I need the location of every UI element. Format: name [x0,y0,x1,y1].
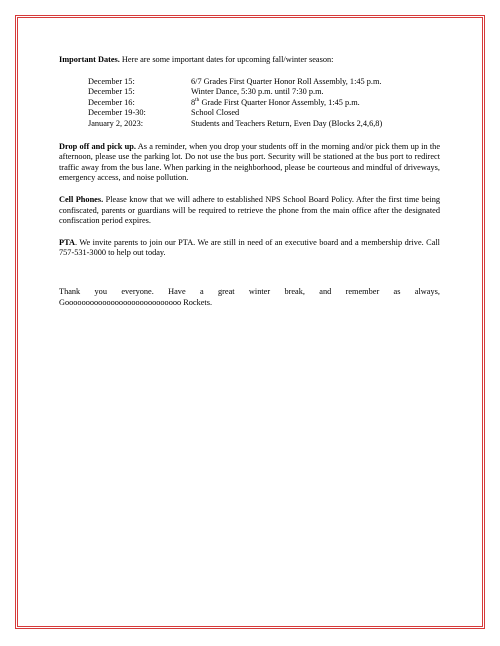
list-item [59,108,440,119]
list-item [59,98,440,109]
list-item [59,77,440,88]
closing-word: everyone. [121,286,154,296]
closing-paragraph [59,287,440,308]
document-body [59,55,440,308]
closing-word: you [94,286,107,296]
pta-heading: PTA [59,237,75,247]
important-dates-intro-text: Here are some important dates for upcoming fall/winter season: [119,55,334,64]
dropoff-heading: Drop off and pick up. [59,141,136,151]
phones-paragraph [59,195,440,227]
closing-word: Thank [59,286,81,296]
closing-word: and [319,286,332,296]
closing-word: as [393,286,401,296]
date-label: December 19-30: [88,108,146,118]
event-label: 6/7 Grades First Quarter Honor Roll Assembly, 1:45 p.m. [191,76,382,86]
closing-word: great [217,286,235,296]
closing-word: Have [168,286,186,296]
closing-line-1 [59,287,440,298]
event-label: School Closed [191,108,240,118]
dates-list [59,77,440,130]
important-dates-heading: Important Dates. [59,55,120,64]
date-label: December 16: [88,97,135,107]
important-dates-intro [59,55,440,66]
closing-line-2: Goooooooooooooooooooooooooooo Rockets. [59,297,213,307]
date-label: December 15: [88,87,135,97]
date-label: December 15: [88,76,135,86]
phones-heading: Cell Phones. [59,194,104,204]
closing-word: always, [414,286,440,296]
dropoff-text: As a reminder, when you drop your students off in the morning and/or pick them up in the afternoon, please use the parking lot. Do not use the bus port. Security will be stationed at the bus port to redirect traffic away from the bus lane. When parking in the neighborhood, please be courteous and mindful of driveways, emergency access, and noise pollution. [59,141,441,183]
event-label: Students and Teachers Return, Even Day (Blocks 2,4,6,8) [191,118,383,128]
pta-paragraph [59,238,440,259]
phones-text: Please know that we will adhere to established NPS School Board Policy. After the first time being confiscated, parents or guardians will be required to retrieve the phone from the main office after the designated confiscation period expires. [59,194,440,226]
pta-text: . We invite parents to join our PTA. We are still in need of an executive board and a membership drive. Call 757-531-3000 to help out today. [59,237,440,258]
closing-word: winter [248,286,271,296]
closing-word: remember [345,286,380,296]
date-label: January 2, 2023: [88,118,144,128]
event-label: Winter Dance, 5:30 p.m. until 7:30 p.m. [191,87,324,97]
dropoff-paragraph [59,142,440,184]
event-label: 8th Grade First Quarter Honor Assembly, 1:45 p.m. [191,97,360,107]
list-item [59,87,440,98]
closing-word: break, [284,286,305,296]
closing-word: a [199,286,204,296]
list-item [59,119,440,130]
